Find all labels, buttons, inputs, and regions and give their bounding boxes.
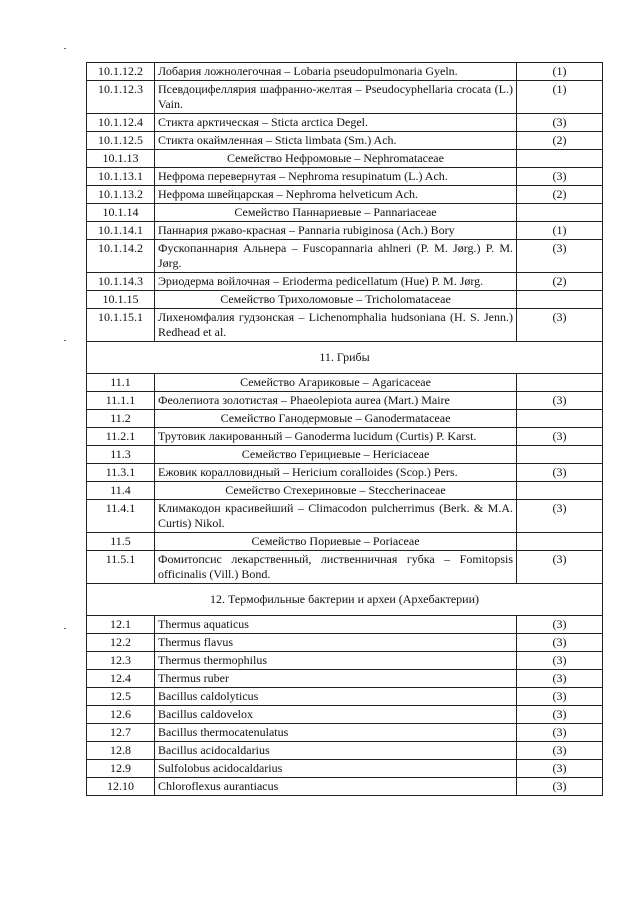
status-category: (3) — [517, 551, 603, 584]
section-heading-row — [87, 342, 603, 374]
status-category: (1) — [517, 63, 603, 81]
species-name: Bacillus acidocaldarius — [155, 742, 517, 760]
row-number: 12.10 — [87, 778, 155, 796]
species-name: Фускопаннария Альнера – Fuscopannaria ahlneri (P. M. Jørg.) P. M. Jørg. — [155, 240, 517, 273]
status-category — [517, 374, 603, 392]
row-number: 10.1.15.1 — [87, 309, 155, 342]
species-row — [87, 616, 603, 634]
species-row — [87, 670, 603, 688]
scan-speck — [64, 628, 66, 629]
status-category: (3) — [517, 500, 603, 533]
row-number: 12.3 — [87, 652, 155, 670]
row-number: 11.1.1 — [87, 392, 155, 410]
species-row — [87, 634, 603, 652]
species-row — [87, 186, 603, 204]
species-name: Псевдоцифеллярия шафранно-желтая – Pseudocyphellaria crocata (L.) Vain. — [155, 81, 517, 114]
species-row — [87, 273, 603, 291]
status-category: (3) — [517, 724, 603, 742]
status-category: (3) — [517, 240, 603, 273]
row-number: 12.1 — [87, 616, 155, 634]
species-table-body — [87, 63, 603, 796]
status-category — [517, 291, 603, 309]
species-row — [87, 114, 603, 132]
species-name: Лобария ложнолегочная – Lobaria pseudopulmonaria Gyeln. — [155, 63, 517, 81]
species-row — [87, 464, 603, 482]
status-category: (3) — [517, 652, 603, 670]
row-number: 10.1.12.5 — [87, 132, 155, 150]
row-number: 10.1.14.2 — [87, 240, 155, 273]
species-row — [87, 240, 603, 273]
species-row — [87, 706, 603, 724]
species-row — [87, 428, 603, 446]
section-heading: 11. Грибы — [87, 342, 603, 374]
species-name: Феолепиота золотистая – Phaeolepiota aurea (Mart.) Maire — [155, 392, 517, 410]
row-number: 11.2.1 — [87, 428, 155, 446]
status-category: (2) — [517, 273, 603, 291]
species-name: Климакодон красивейший – Climacodon pulcherrimus (Berk. & M.A. Curtis) Nikol. — [155, 500, 517, 533]
species-name: Thermus ruber — [155, 670, 517, 688]
family-name: Семейство Нефромовые – Nephromataceae — [155, 150, 517, 168]
species-name: Bacillus thermocatenulatus — [155, 724, 517, 742]
family-name: Семейство Агариковые – Agaricaceae — [155, 374, 517, 392]
status-category: (3) — [517, 742, 603, 760]
species-row — [87, 760, 603, 778]
row-number: 12.2 — [87, 634, 155, 652]
species-row — [87, 81, 603, 114]
family-row — [87, 374, 603, 392]
status-category: (3) — [517, 760, 603, 778]
species-row — [87, 222, 603, 240]
status-category: (3) — [517, 428, 603, 446]
species-name: Трутовик лакированный – Ganoderma lucidum (Curtis) P. Karst. — [155, 428, 517, 446]
status-category: (3) — [517, 168, 603, 186]
species-name: Фомитопсис лекарственный, лиственничная губка – Fomitopsis officinalis (Vill.) Bond. — [155, 551, 517, 584]
species-row — [87, 392, 603, 410]
document-page — [86, 62, 602, 796]
row-number: 10.1.12.3 — [87, 81, 155, 114]
status-category: (3) — [517, 778, 603, 796]
species-name: Chloroflexus aurantiacus — [155, 778, 517, 796]
family-name: Семейство Стехериновые – Steccherinaceae — [155, 482, 517, 500]
species-row — [87, 688, 603, 706]
species-name: Thermus flavus — [155, 634, 517, 652]
family-row — [87, 482, 603, 500]
status-category: (3) — [517, 309, 603, 342]
row-number: 10.1.13.1 — [87, 168, 155, 186]
species-name: Ежовик коралловидный – Hericium coralloides (Scop.) Pers. — [155, 464, 517, 482]
row-number: 12.9 — [87, 760, 155, 778]
status-category — [517, 533, 603, 551]
row-number: 11.3 — [87, 446, 155, 464]
status-category: (3) — [517, 464, 603, 482]
row-number: 10.1.14.3 — [87, 273, 155, 291]
species-table — [86, 62, 603, 796]
family-row — [87, 446, 603, 464]
status-category — [517, 150, 603, 168]
row-number: 10.1.12.2 — [87, 63, 155, 81]
status-category: (3) — [517, 706, 603, 724]
species-row — [87, 132, 603, 150]
row-number: 12.6 — [87, 706, 155, 724]
status-category: (3) — [517, 670, 603, 688]
row-number: 12.7 — [87, 724, 155, 742]
species-name: Bacillus caldolyticus — [155, 688, 517, 706]
family-name: Семейство Пориевые – Poriaceae — [155, 533, 517, 551]
status-category: (3) — [517, 114, 603, 132]
row-number: 11.5.1 — [87, 551, 155, 584]
species-name: Нефрома швейцарская – Nephroma helveticum Ach. — [155, 186, 517, 204]
species-row — [87, 778, 603, 796]
family-row — [87, 150, 603, 168]
species-name: Лихеномфалия гудзонская – Lichenomphalia hudsoniana (H. S. Jenn.) Redhead et al. — [155, 309, 517, 342]
row-number: 10.1.12.4 — [87, 114, 155, 132]
row-number: 11.5 — [87, 533, 155, 551]
row-number: 11.3.1 — [87, 464, 155, 482]
scan-speck — [64, 340, 66, 341]
status-category: (3) — [517, 616, 603, 634]
row-number: 10.1.14.1 — [87, 222, 155, 240]
species-name: Эриодерма войлочная – Erioderma pedicellatum (Hue) P. M. Jørg. — [155, 273, 517, 291]
row-number: 11.2 — [87, 410, 155, 428]
species-name: Паннария ржаво-красная – Pannaria rubiginosa (Ach.) Bory — [155, 222, 517, 240]
status-category: (2) — [517, 186, 603, 204]
status-category — [517, 204, 603, 222]
status-category: (3) — [517, 634, 603, 652]
family-row — [87, 410, 603, 428]
row-number: 10.1.13.2 — [87, 186, 155, 204]
species-name: Thermus aquaticus — [155, 616, 517, 634]
family-row — [87, 533, 603, 551]
species-row — [87, 63, 603, 81]
status-category: (1) — [517, 81, 603, 114]
row-number: 12.5 — [87, 688, 155, 706]
status-category: (3) — [517, 688, 603, 706]
family-row — [87, 204, 603, 222]
species-row — [87, 168, 603, 186]
family-name: Семейство Паннариевые – Pannariaceae — [155, 204, 517, 222]
row-number: 11.4.1 — [87, 500, 155, 533]
species-row — [87, 551, 603, 584]
species-name: Thermus thermophilus — [155, 652, 517, 670]
species-row — [87, 309, 603, 342]
row-number: 11.4 — [87, 482, 155, 500]
status-category: (1) — [517, 222, 603, 240]
status-category: (3) — [517, 392, 603, 410]
species-row — [87, 500, 603, 533]
family-row — [87, 291, 603, 309]
species-name: Bacillus caldovelox — [155, 706, 517, 724]
row-number: 11.1 — [87, 374, 155, 392]
row-number: 12.8 — [87, 742, 155, 760]
family-name: Семейство Ганодермовые – Ganodermataceae — [155, 410, 517, 428]
row-number: 12.4 — [87, 670, 155, 688]
status-category — [517, 482, 603, 500]
species-name: Стикта арктическая – Sticta arctica Degel. — [155, 114, 517, 132]
species-name: Sulfolobus acidocaldarius — [155, 760, 517, 778]
section-heading-row — [87, 584, 603, 616]
family-name: Семейство Трихоломовые – Tricholomataceae — [155, 291, 517, 309]
species-row — [87, 652, 603, 670]
section-heading: 12. Термофильные бактерии и археи (Архебактерии) — [87, 584, 603, 616]
species-row — [87, 724, 603, 742]
species-name: Нефрома перевернутая – Nephroma resupinatum (L.) Ach. — [155, 168, 517, 186]
species-row — [87, 742, 603, 760]
status-category: (2) — [517, 132, 603, 150]
row-number: 10.1.15 — [87, 291, 155, 309]
row-number: 10.1.13 — [87, 150, 155, 168]
scan-speck — [64, 48, 66, 49]
species-name: Стикта окаймленная – Sticta limbata (Sm.) Ach. — [155, 132, 517, 150]
status-category — [517, 410, 603, 428]
row-number: 10.1.14 — [87, 204, 155, 222]
status-category — [517, 446, 603, 464]
family-name: Семейство Герициевые – Hericiaceae — [155, 446, 517, 464]
